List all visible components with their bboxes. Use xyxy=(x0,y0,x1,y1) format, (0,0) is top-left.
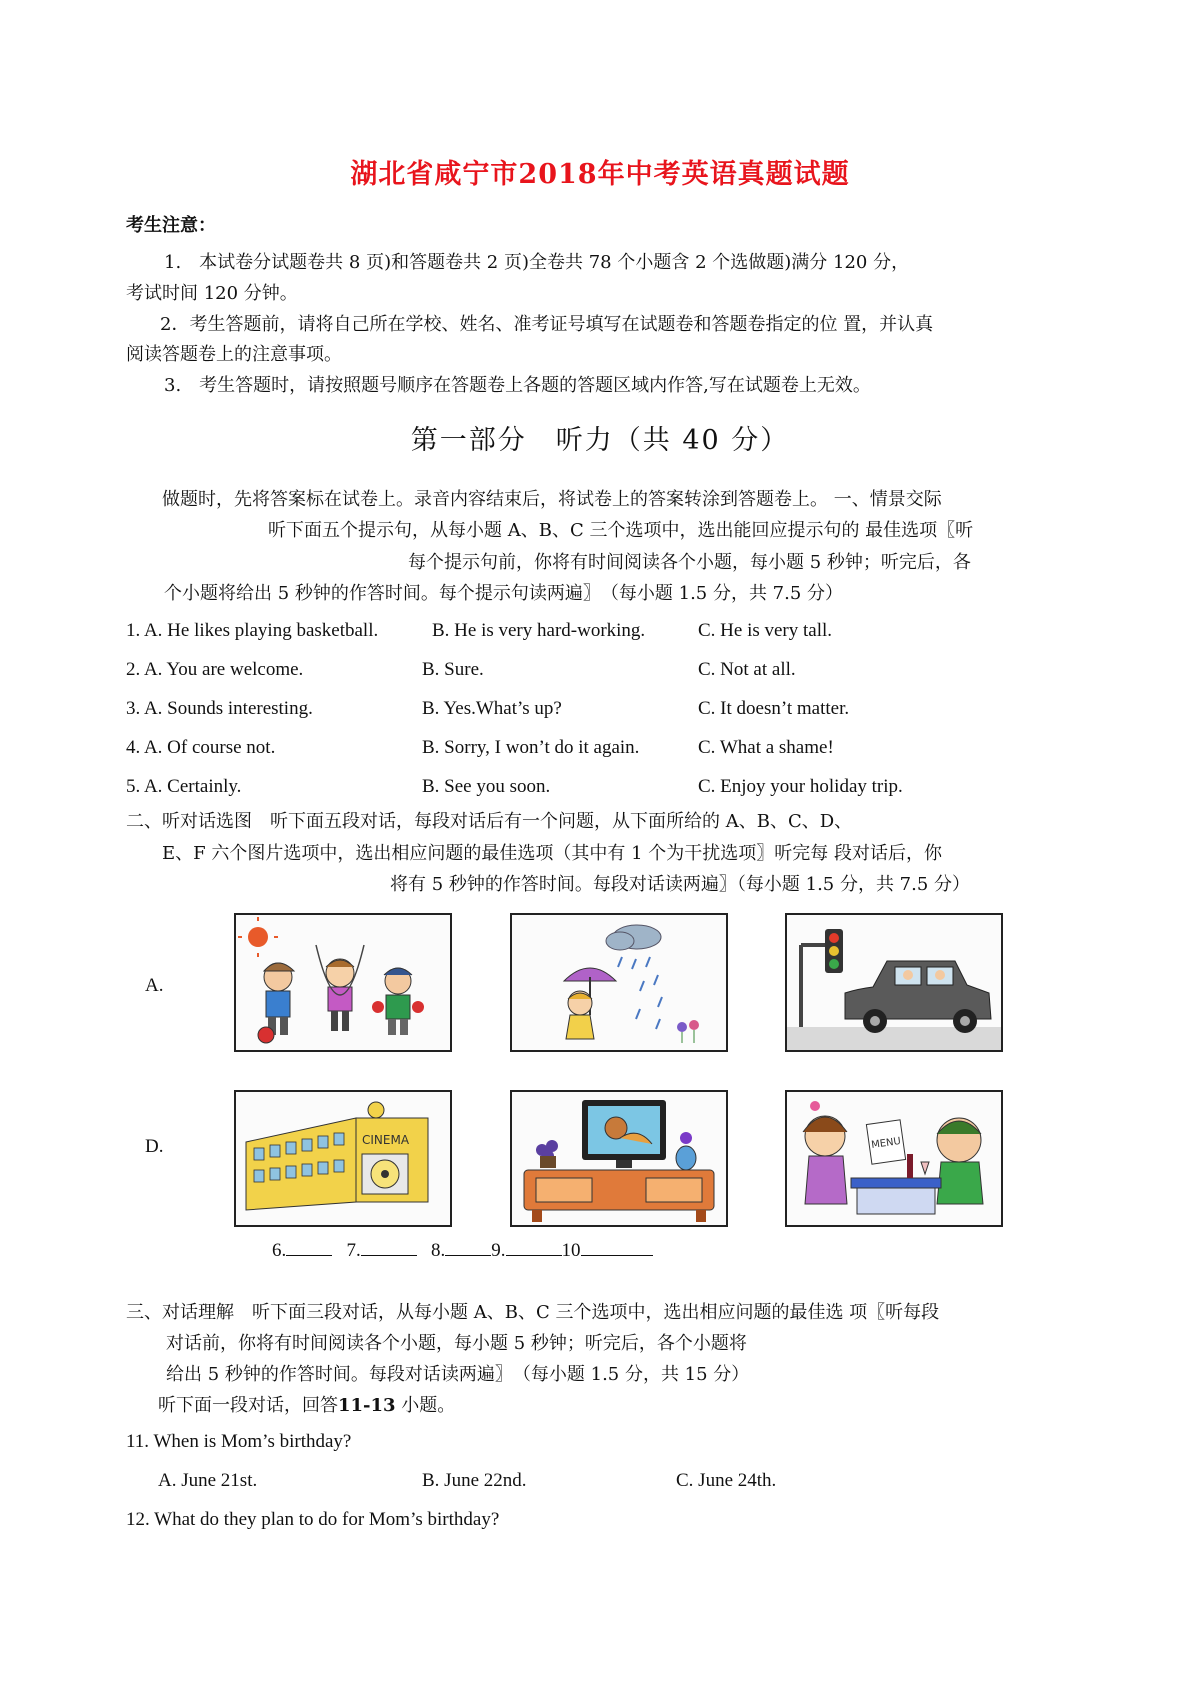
q11-stem: 11. When is Mom’s birthday? xyxy=(126,1431,352,1452)
notice-item-3: 3. 考生答题时，请按照题号顺序在答题卷上各题的答题区域内作答,写在试题卷上无效。 xyxy=(164,375,871,396)
part1-intro-1: 做题时，先将答案标在试卷上。录音内容结束后，将试卷上的答案转涂到答题卷上。 一、情景交际 xyxy=(162,489,942,510)
blank-7[interactable] xyxy=(361,1237,417,1256)
menu-sign: MENU xyxy=(870,1135,902,1152)
q1-option-a: 1. A. He likes playing basketball. xyxy=(126,620,379,641)
sun-icon xyxy=(248,927,268,947)
q3-option-a: 3. A. Sounds interesting. xyxy=(126,698,313,719)
blank-9-label: 9. xyxy=(491,1240,506,1261)
notice-heading: 考生注意： xyxy=(126,215,216,236)
notice-item-2-cont: 阅读答题卷上的注意事项。 xyxy=(126,344,342,365)
picture-label-a: A. xyxy=(145,975,164,996)
section3-line-2: 对话前，你将有时间阅读各个小题，每小题 5 秒钟；听完后，各个小题将 xyxy=(166,1333,747,1354)
q1-option-c: C. He is very tall. xyxy=(698,620,833,641)
notice-item-1: 1. 本试卷分试题卷共 8 页)和答题卷共 2 页)全卷共 78 个小题含 2 个选做题)满分 120 分， xyxy=(164,252,910,273)
part1-intro-2: 听下面五个提示句，从每小题 A、B、C 三个选项中，选出能回应提示句的 最佳选项〖听 xyxy=(268,520,974,541)
notice-item-1-cont: 考试时间 120 分钟。 xyxy=(126,283,298,304)
wine-bottle-icon xyxy=(907,1154,913,1178)
picture-label-d: D. xyxy=(145,1136,164,1157)
picture-a-kids-playing xyxy=(234,913,452,1052)
part1-heading: 第一部分 听力（共 40 分） xyxy=(410,425,790,456)
blank-7-label: 7. xyxy=(346,1240,361,1261)
q12-stem: 12. What do they plan to do for Mom’s birthday? xyxy=(126,1509,500,1530)
picture-d-cinema xyxy=(234,1090,452,1227)
blank-6-label: 6. xyxy=(272,1240,287,1261)
part1-intro-3: 每个提示句前，你将有时间阅读各个小题，每小题 5 秒钟；听完后，各 xyxy=(408,552,971,573)
picture-e-tv xyxy=(510,1090,728,1227)
q1-option-b: B. He is very hard-working. xyxy=(432,620,646,641)
blank-10-label: 10 xyxy=(561,1240,581,1261)
q5-option-b: B. See you soon. xyxy=(422,776,551,797)
q3-option-b: B. Yes.What’s up? xyxy=(422,698,562,719)
q11-option-c: C. June 24th. xyxy=(676,1470,777,1491)
q5-option-c: C. Enjoy your holiday trip. xyxy=(698,776,903,797)
blank-10[interactable] xyxy=(581,1237,653,1256)
section3-line-1: 三、对话理解 听下面三段对话，从每小题 A、B、C 三个选项中，选出相应问题的最佳选 项〖听每段 xyxy=(126,1302,940,1323)
blank-8-label: 8. xyxy=(431,1240,446,1261)
q2-option-a: 2. A. You are welcome. xyxy=(126,659,304,680)
q11-option-b: B. June 22nd. xyxy=(422,1470,527,1491)
section2-line-1: 二、听对话选图 听下面五段对话，每段对话后有一个问题，从下面所给的 A、B、C、D、 xyxy=(126,811,853,832)
section3-line-3: 给出 5 秒钟的作答时间。每段对话读两遍〗 （每小题 1.5 分，共 15 分） xyxy=(166,1364,750,1385)
blank-6[interactable] xyxy=(286,1237,332,1256)
q2-option-b: B. Sure. xyxy=(422,659,484,680)
cinema-sign: CINEMA xyxy=(362,1133,410,1147)
q5-option-a: 5. A. Certainly. xyxy=(126,776,242,797)
answer-blanks xyxy=(272,1237,653,1262)
section3-line-4 xyxy=(158,1392,455,1420)
page-title: 湖北省咸宁市2018年中考英语真题试题 xyxy=(350,159,850,190)
blank-9[interactable] xyxy=(506,1237,562,1256)
notice-item-2: 2．考生答题前，请将自己所在学校、姓名、准考证号填写在试题卷和答题卷指定的位 置，并认真 xyxy=(160,314,934,335)
q3-option-c: C. It doesn’t matter. xyxy=(698,698,850,719)
part1-intro-4: 个小题将给出 5 秒钟的作答时间。每个提示句读两遍〗 （每小题 1.5 分，共 7.5 分） xyxy=(164,583,844,604)
section2-line-2: E、F 六个图片选项中，选出相应问题的最佳选项（其中有 1 个为干扰选项〗听完每 段对话后，你 xyxy=(162,843,942,864)
picture-c-car-traffic-light xyxy=(785,913,1003,1052)
picture-f-restaurant xyxy=(785,1090,1003,1227)
q2-option-c: C. Not at all. xyxy=(698,659,796,680)
q4-option-c: C. What a shame! xyxy=(698,737,834,758)
section3-line-4-pre: 听下面一段对话，回答 xyxy=(158,1395,338,1416)
section3-line-4-range: 11-13 xyxy=(338,1395,396,1416)
section3-line-4-post: 小题。 xyxy=(395,1395,456,1416)
q11-option-a: A. June 21st. xyxy=(158,1470,258,1491)
section2-line-3: 将有 5 秒钟的作答时间。每段对话读两遍〗（每小题 1.5 分，共 7.5 分） xyxy=(390,874,971,895)
picture-b-rainy-umbrella xyxy=(510,913,728,1052)
q4-option-a: 4. A. Of course not. xyxy=(126,737,276,758)
blank-8[interactable] xyxy=(445,1237,491,1256)
q4-option-b: B. Sorry, I won’t do it again. xyxy=(422,737,640,758)
